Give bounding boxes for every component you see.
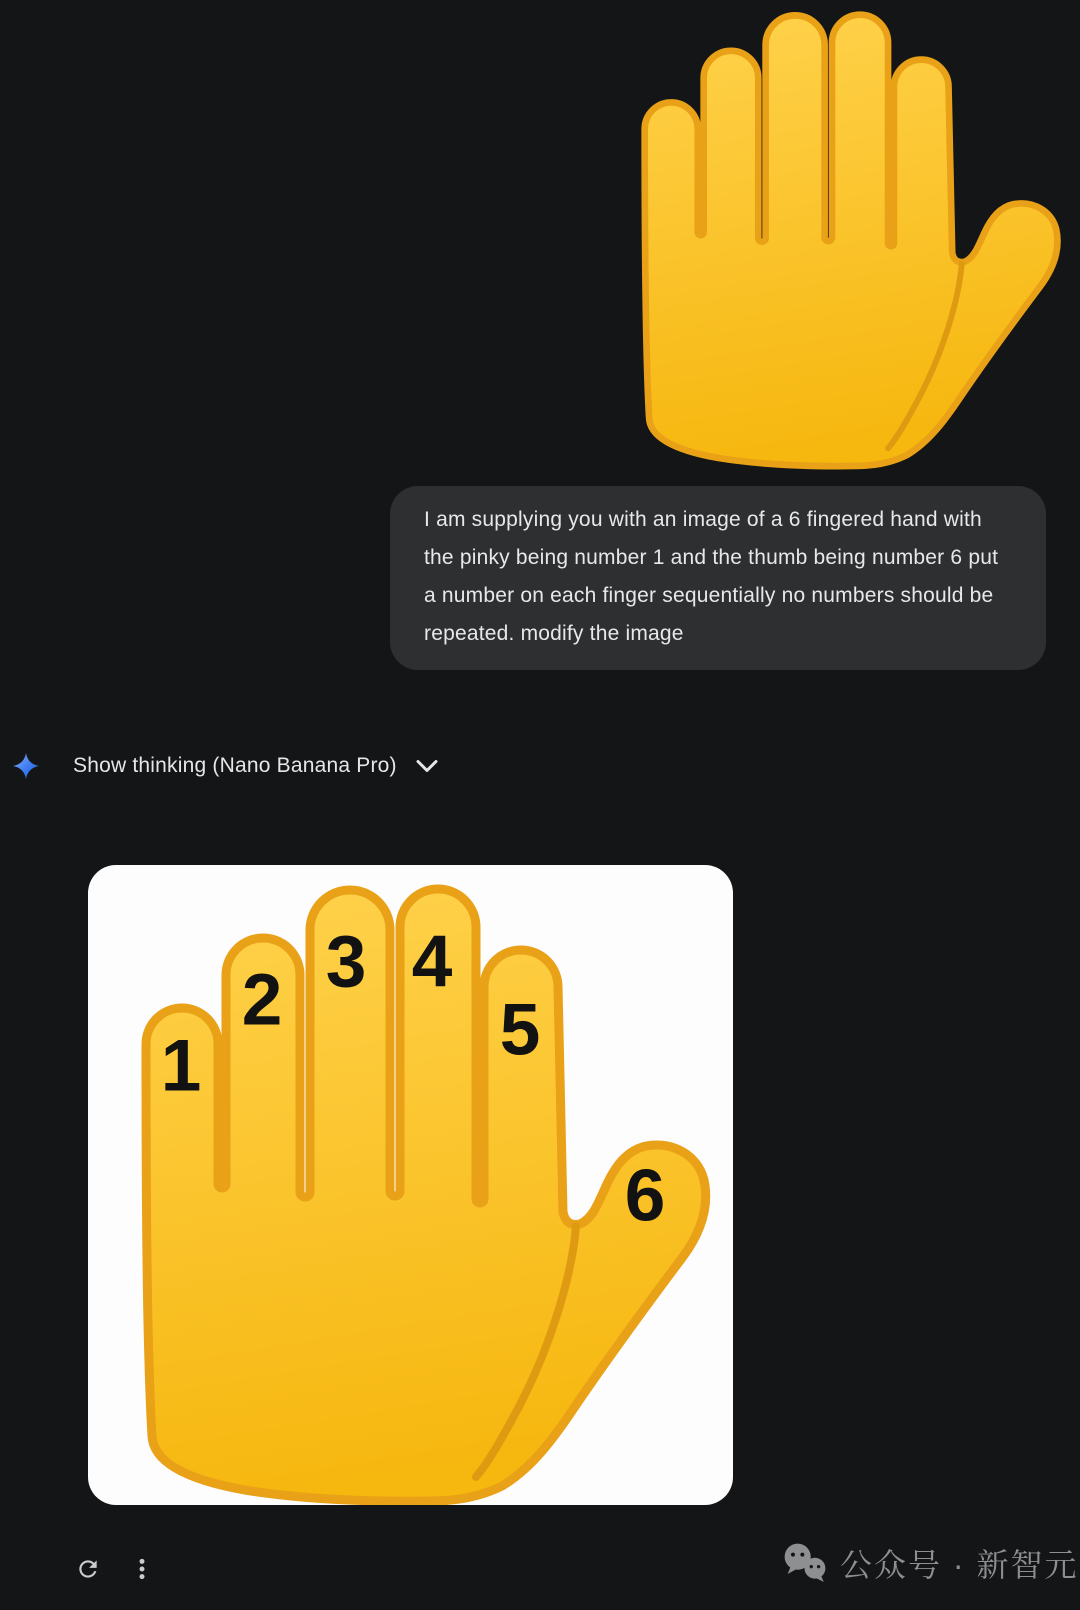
finger-number-5: 5 [499,989,541,1071]
show-thinking-label: Show thinking (Nano Banana Pro) [73,754,397,777]
finger-number-1: 1 [160,1025,202,1107]
watermark [782,1540,1078,1586]
response-actions [74,1554,156,1584]
finger-number-4: 4 [411,921,453,1003]
uploaded-hand-image[interactable] [640,8,1080,480]
gemini-sparkle-icon [12,752,40,780]
finger-number-3: 3 [325,921,367,1003]
six-finger-hand-emoji [640,8,1080,480]
user-message-text: I am supplying you with an image of a 6 fingered hand with the pinky being number 1 and the thumb being number 6 put a number on each finger sequentially no numbers should be repeated. modify the image [424,508,999,645]
finger-number-2: 2 [241,959,283,1041]
more-options-button[interactable] [128,1555,156,1583]
user-message-bubble [390,486,1046,670]
more-vertical-icon [129,1556,155,1582]
chevron-down-icon[interactable] [416,759,438,773]
redo-icon [75,1556,101,1582]
show-thinking-toggle[interactable] [12,744,438,788]
wechat-icon [782,1543,828,1583]
finger-number-6: 6 [624,1155,666,1237]
generated-image-card[interactable] [88,865,733,1505]
redo-button[interactable] [74,1555,102,1583]
watermark-text: 公众号 · 新智元 [840,1547,1079,1583]
